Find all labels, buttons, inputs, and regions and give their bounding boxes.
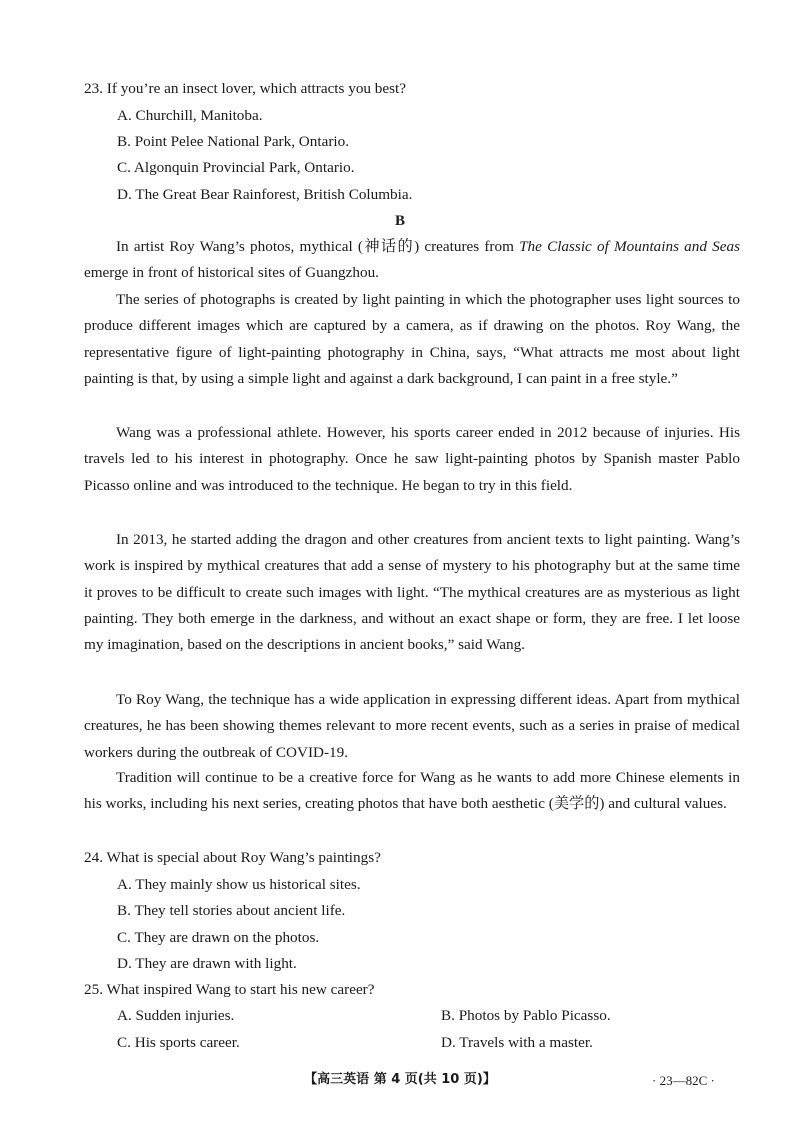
passage-paragraph-4: In 2013, he started adding the dragon and other creatures from ancient texts to light painting. Wang’s work is inspired by mythical creatures that add a sense of mystery to his photography but at the same time it proves to be difficult to create such images with light. “The mythical creatures are as mysterious as light painting. They both emerge in the darkness, and without an exact shape or form, they are free. I let loose my imagination, based on the descriptions in ancient books,” said Wang. bbox=[84, 531, 740, 654]
q23-option-a: A. Churchill, Manitoba. bbox=[117, 107, 263, 124]
paper-code: · 23—82C · bbox=[652, 1073, 715, 1088]
q25-option-d: D. Travels with a master. bbox=[441, 1034, 593, 1051]
q25-option-a: A. Sudden injuries. bbox=[117, 1007, 235, 1024]
q25-stem: 25. What inspired Wang to start his new career? bbox=[84, 981, 375, 998]
p1-lead: In artist Roy Wang’s photos, mythical (神话的) creatures from bbox=[116, 238, 520, 255]
passage-paragraph-5: To Roy Wang, the technique has a wide application in expressing different ideas. Apart from mythical creatures, he has been showing themes relevant to more recent events, such as a series in praise of medical workers during the outbreak of COVID-19. bbox=[84, 691, 740, 761]
q25-option-b: B. Photos by Pablo Picasso. bbox=[441, 1007, 611, 1024]
q25-option-c: C. His sports career. bbox=[117, 1034, 240, 1051]
passage-paragraph-6: Tradition will continue to be a creative force for Wang as he wants to add more Chinese elements in his works, including his next series, creating photos that have both aesthetic (美学的) and cultural values. bbox=[84, 769, 740, 813]
book-title: The Classic of Mountains and Seas bbox=[519, 238, 740, 255]
passage-paragraph-2: The series of photographs is created by light painting in which the photographer uses light sources to produce different images which are captured by a camera, as if drawing on the photos. Roy Wang, the representative figure of light-painting photography in China, says, “What attracts me most about light painting is that, by using a simple light and against a dark background, I can paint in a free style.” bbox=[84, 291, 740, 387]
q23-option-b: B. Point Pelee National Park, Ontario. bbox=[117, 133, 349, 150]
q24-stem: 24. What is special about Roy Wang’s paintings? bbox=[84, 849, 381, 866]
q24-option-c: C. They are drawn on the photos. bbox=[117, 929, 320, 946]
q23-option-c: C. Algonquin Provincial Park, Ontario. bbox=[117, 159, 355, 176]
section-b-label: B bbox=[394, 213, 405, 229]
q24-option-a: A. They mainly show us historical sites. bbox=[117, 876, 361, 893]
q24-option-b: B. They tell stories about ancient life. bbox=[117, 902, 346, 919]
q24-option-d: D. They are drawn with light. bbox=[117, 955, 297, 972]
q23-stem: 23. If you’re an insect lover, which attracts you best? bbox=[84, 80, 407, 97]
passage-paragraph-1 bbox=[84, 234, 740, 287]
p1-tail: emerge in front of historical sites of Guangzhou. bbox=[84, 264, 379, 282]
page-footer: 【高三英语 第 4 页(共 10 页)】 bbox=[304, 1072, 496, 1087]
passage-paragraph-3: Wang was a professional athlete. However, his sports career ended in 2012 because of injuries. His travels led to his interest in photography. Once he saw light-painting photos by Spanish master Pablo Picasso online and was introduced to the technique. He began to try in this field. bbox=[84, 424, 740, 494]
q23-option-d: D. The Great Bear Rainforest, British Columbia. bbox=[117, 186, 413, 203]
